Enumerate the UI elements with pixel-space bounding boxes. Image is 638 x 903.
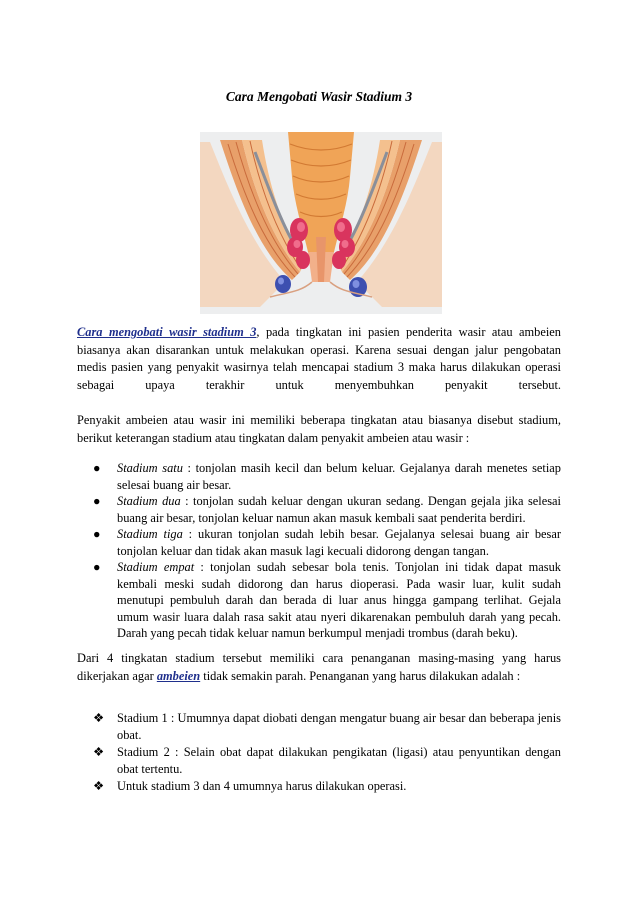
intro-text: , pada tingkatan ini pasien penderita wasir atau ambeien bbox=[256, 325, 561, 339]
treatment-text: Untuk stadium 3 dan 4 umumnya harus dilakukan operasi. bbox=[117, 779, 407, 793]
paragraph-text: tidak semakin parah. Penanganan yang harus dilakukan adalah : bbox=[200, 668, 521, 683]
intro-paragraph bbox=[77, 324, 561, 394]
intro-line: medis pasien yang penyakit wasirnya telah mencapai stadium 3 maka harus dilakukan operasi bbox=[77, 360, 561, 374]
treatments-list bbox=[77, 710, 561, 796]
list-item bbox=[77, 460, 561, 493]
intro-line bbox=[77, 324, 561, 342]
bullet-icon: ● bbox=[93, 494, 101, 508]
list-item bbox=[77, 559, 561, 642]
stages-intro-paragraph bbox=[77, 412, 561, 447]
treatment-text: Stadium 1 : Umumnya dapat diobati dengan mengatur buang air besar dan beberapa jenis obat. bbox=[117, 711, 561, 742]
ambeien-link[interactable]: ambeien bbox=[156, 668, 201, 683]
stages-list bbox=[77, 460, 561, 642]
stage-label: Stadium dua bbox=[117, 494, 181, 508]
bullet-icon: ● bbox=[93, 560, 101, 574]
treatment-text: Stadium 2 : Selain obat dapat dilakukan pengikatan (ligasi) atau penyuntikan dengan obat tertentu. bbox=[117, 745, 561, 776]
stage-label: Stadium satu bbox=[117, 461, 183, 475]
list-item bbox=[77, 526, 561, 559]
four-diamond-bullet-icon: ❖ bbox=[93, 711, 105, 725]
intro-line: sebagai upaya terakhir untuk menyembuhkan penyakit tersebut. bbox=[77, 377, 561, 392]
hemorrhoid-illustration bbox=[200, 132, 442, 314]
list-item bbox=[77, 710, 561, 743]
four-diamond-bullet-icon: ❖ bbox=[93, 779, 105, 793]
document-title: Cara Mengobati Wasir Stadium 3 bbox=[225, 89, 413, 104]
bullet-icon: ● bbox=[93, 461, 101, 475]
list-item bbox=[77, 744, 561, 777]
paragraph-line: berikut keterangan stadium atau tingkatan dalam penyakit ambeien atau wasir : bbox=[77, 430, 470, 445]
bullet-icon: ● bbox=[93, 527, 101, 541]
stage-label: Stadium empat bbox=[117, 560, 195, 574]
stage-text: : tonjolan sudah sebesar bola tenis. Tonjolan ini tidak dapat masuk kembali meski sudah didorong dan harus dioperasi. Pada wasir luar, kulit sudah menutupi pembuluh darah dan berada di luar anus hingga gampang terlihat. Gejala umum wasir luara dalah rasa sakit atau nyeri dikarenakan pembuluh darah yang pecah. Darah yang pecah tidak keluar namun berkumpul menjadi trombus (darah beku). bbox=[117, 560, 562, 640]
intro-line: biasanya akan disarankan untuk melakukan operasi. Karena sesuai dengan jalur pengobatan bbox=[77, 342, 561, 357]
paragraph-line bbox=[77, 668, 561, 686]
four-diamond-bullet-icon: ❖ bbox=[93, 745, 105, 759]
treatment-intro-paragraph bbox=[77, 650, 561, 685]
stage-label: Stadium tiga bbox=[117, 527, 183, 541]
paragraph-line: Dari 4 tingkatan stadium tersebut memiliki cara penanganan masing-masing yang harus bbox=[77, 651, 561, 665]
list-item bbox=[77, 778, 561, 795]
paragraph-line: Penyakit ambeien atau wasir ini memiliki beberapa tingkatan atau biasanya disebut stadium, bbox=[77, 413, 561, 427]
paragraph-text: dikerjakan agar bbox=[77, 668, 157, 683]
stage-text: : tonjolan sudah keluar dengan ukuran sedang. Dengan gejala jika selesai buang air besar, tonjolan keluar namun akan masuk kembali saat penderita berdiri. bbox=[117, 494, 561, 525]
list-item bbox=[77, 493, 561, 526]
stage-text: : tonjolan masih kecil dan belum keluar. Gejalanya darah menetes setiap selesai buang air besar. bbox=[117, 461, 561, 492]
article-link[interactable]: Cara mengobati wasir stadium 3 bbox=[77, 325, 257, 339]
stage-text: : ukuran tonjolan sudah lebih besar. Gejalanya selesai buang air besar tonjolan keluar dan tidak akan masuk lagi kecuali didorong dengan tangan. bbox=[117, 527, 561, 558]
